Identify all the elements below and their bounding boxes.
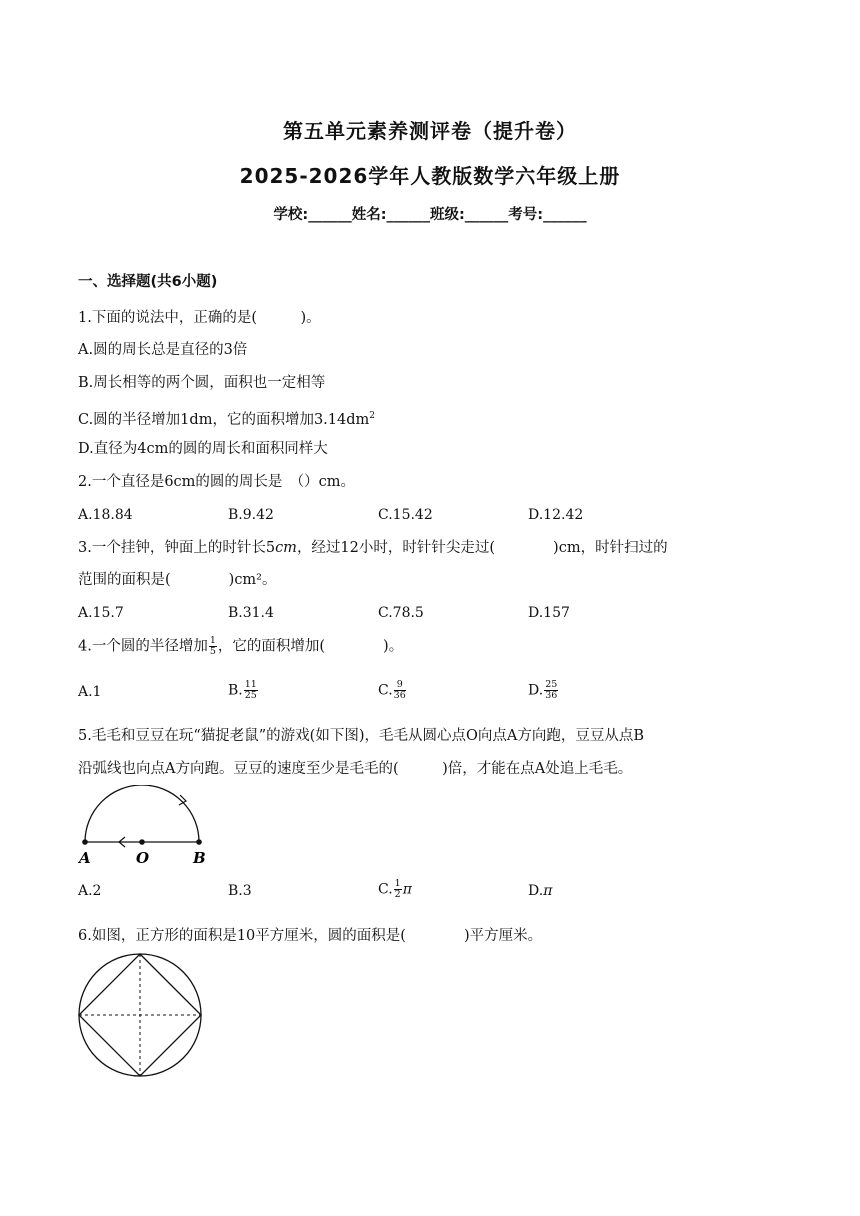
fraction-numerator: 9 (394, 680, 406, 691)
question-1-option-b: B.周长相等的两个圆，面积也一定相等 (78, 375, 326, 391)
section-heading: 一、选择题(共6小题) (78, 274, 218, 290)
question-1-stem: 1.下面的说法中，正确的是( )。 (78, 310, 321, 326)
question-5-option-d (528, 881, 552, 901)
question-1-option-c (78, 406, 375, 430)
fraction-numerator: 25 (545, 679, 558, 690)
question-3-text-a: 3.一个挂钟，钟面上的时针长5 (78, 540, 276, 556)
fraction-denominator: 36 (393, 690, 406, 701)
page-subtitle: 2025-2026学年人教版数学六年级上册 (239, 164, 621, 188)
student-info-line: 学校:______姓名:______班级:______考号:______ (273, 207, 587, 223)
label-o: O (136, 849, 150, 867)
fraction (209, 636, 217, 657)
superscript: 2 (369, 411, 375, 421)
question-4-text-b: ，它的面积增加( )。 (217, 638, 404, 655)
question-2-option-a: A.18.84 (78, 507, 133, 523)
label-b: B (193, 849, 206, 867)
question-3-option-b: B.31.4 (228, 605, 274, 621)
fraction-denominator: 36 (545, 690, 558, 701)
circle-square-figure (76, 952, 204, 1080)
option-prefix: D. (528, 682, 544, 699)
fraction-numerator: 1 (209, 635, 216, 646)
question-3-option-d: D.157 (528, 605, 570, 621)
fraction-numerator: 1 (394, 878, 401, 889)
question-3-text-b: ，经过12小时，时针针尖走过( )cm，时针扫过的 (296, 540, 668, 556)
fraction-denominator: 5 (209, 646, 216, 657)
fraction-numerator: 11 (244, 679, 257, 690)
question-5-option-b: B.3 (228, 883, 252, 899)
question-4-option-d (528, 680, 559, 701)
question-5-stem-line-2: 沿弧线也向点A方向跑。豆豆的速度至少是毛毛的( )倍，才能在点A处追上毛毛。 (78, 761, 633, 777)
question-2-option-d: D.12.42 (528, 507, 584, 523)
semicircle-figure (70, 785, 220, 870)
label-a: A (79, 849, 91, 867)
page-title: 第五单元素养测评卷（提升卷） (283, 119, 577, 143)
fraction-denominator: 25 (244, 690, 257, 701)
point-b (196, 839, 202, 845)
question-4-option-c (378, 680, 407, 701)
point-a (82, 839, 88, 845)
option-prefix: C. (378, 881, 393, 898)
pi-symbol: π (543, 883, 553, 899)
fraction (544, 680, 558, 701)
question-5-option-c (378, 879, 412, 900)
point-o (139, 839, 145, 845)
question-2-stem: 2.一个直径是6cm的圆的周长是 （）cm。 (78, 474, 356, 490)
arc-path (85, 785, 199, 842)
question-4-option-b (228, 680, 259, 701)
question-4-stem (78, 636, 403, 657)
question-5-stem-line-1: 5.毛毛和豆豆在玩“猫捉老鼠”的游戏(如下图)，毛毛从圆心点O向点A方向跑，豆豆从点B (78, 728, 644, 744)
question-4-option-a: A.1 (78, 684, 102, 700)
pi-symbol: π (402, 881, 412, 898)
question-2-option-b: B.9.42 (228, 507, 274, 523)
option-prefix: B. (228, 682, 243, 699)
fraction-denominator: 2 (394, 889, 401, 900)
question-2-option-c: C.15.42 (378, 507, 433, 523)
option-prefix: C. (378, 682, 393, 699)
fraction (244, 680, 258, 701)
question-3-stem-line-2: 范围的面积是( )cm²。 (78, 572, 277, 588)
fraction (394, 680, 406, 701)
question-3-stem-line-1 (78, 538, 668, 558)
question-3-option-c: C.78.5 (378, 605, 424, 621)
question-3-option-a: A.15.7 (78, 605, 124, 621)
question-3-unit: cm (275, 540, 297, 556)
question-1-option-a: A.圆的周长总是直径的3倍 (78, 342, 248, 358)
question-5-option-a: A.2 (78, 883, 102, 899)
option-prefix: D. (528, 883, 544, 899)
question-6-stem: 6.如图，正方形的面积是10平方厘米，圆的面积是( )平方厘米。 (78, 928, 543, 944)
question-1-option-c-text: C.圆的半径增加1dm，它的面积增加3.14dm (78, 411, 370, 428)
fraction (394, 879, 402, 900)
question-1-option-d: D.直径为4cm的圆的周长和面积同样大 (78, 441, 328, 457)
question-4-text-a: 4.一个圆的半径增加 (78, 638, 208, 655)
